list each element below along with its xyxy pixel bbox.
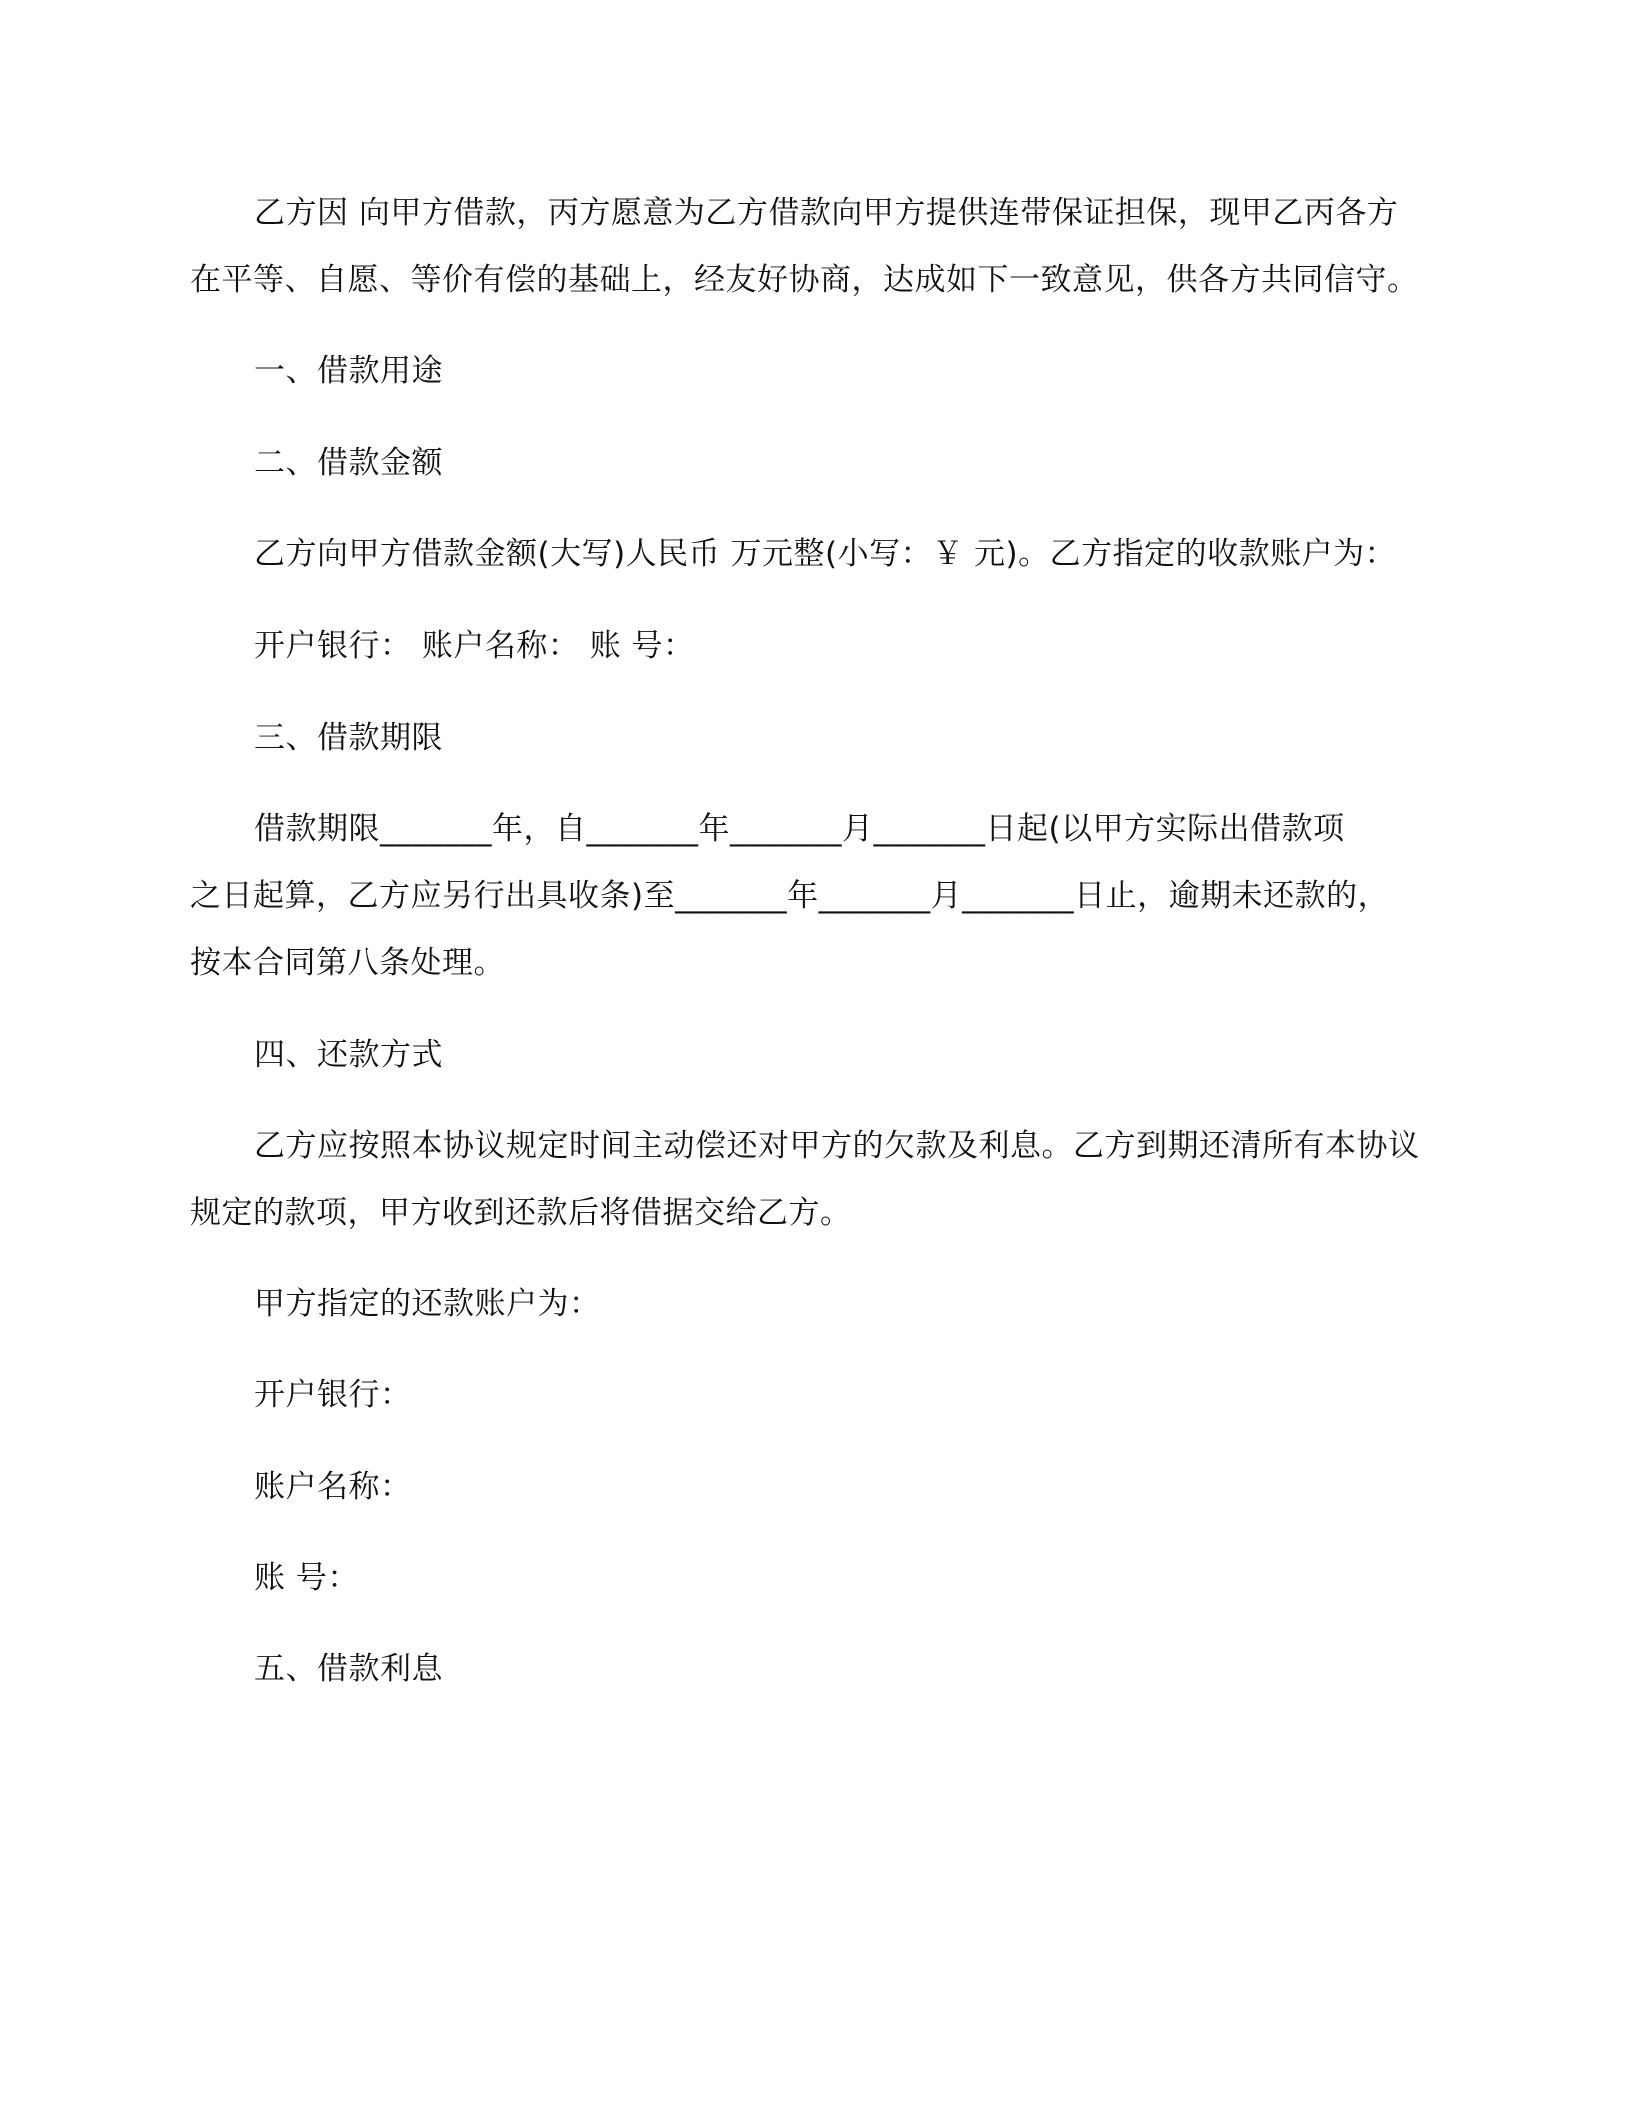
receiving-account-line: 开户银行： 账户名称： 账 号： [254,628,695,664]
term-line-1: 借款期限_______年，自_______年_______月_______日起(以甲方实际出借款项 [254,811,1345,847]
repayment-line-2: 规定的款项，甲方收到还款后将借据交给乙方。 [190,1195,852,1231]
bank-label: 开户银行： [254,1377,412,1413]
section-1-heading: 一、借款用途 [254,353,443,389]
repayment-account-label: 甲方指定的还款账户为： [254,1286,601,1322]
section-3-heading: 三、借款期限 [254,720,443,756]
amount-paragraph: 乙方向甲方借款金额(大写)人民币 万元整(小写：￥ 元)。乙方指定的收款账户为： [254,536,1397,572]
term-line-2: 之日起算，乙方应另行出具收条)至_______年_______月_______日止，逾期未还款的， [190,878,1390,914]
section-4-heading: 四、还款方式 [254,1037,443,1073]
intro-line-2: 在平等、自愿、等价有偿的基础上，经友好协商，达成如下一致意见，供各方共同信守。 [190,262,1419,298]
repayment-paragraph [190,1113,1440,1247]
term-paragraph [190,796,1440,997]
section-5-heading: 五、借款利息 [254,1651,443,1687]
intro-paragraph [190,180,1440,314]
account-name-label: 账户名称： [254,1469,412,1505]
term-line-3: 按本合同第八条处理。 [190,945,505,981]
section-2-heading: 二、借款金额 [254,445,443,481]
intro-line-1: 乙方因 向甲方借款，丙方愿意为乙方借款向甲方提供连带保证担保，现甲乙丙各方 [254,195,1399,231]
account-number-label: 账 号： [254,1560,359,1596]
repayment-line-1: 乙方应按照本协议规定时间主动偿还对甲方的欠款及利息。乙方到期还清所有本协议 [254,1128,1420,1164]
